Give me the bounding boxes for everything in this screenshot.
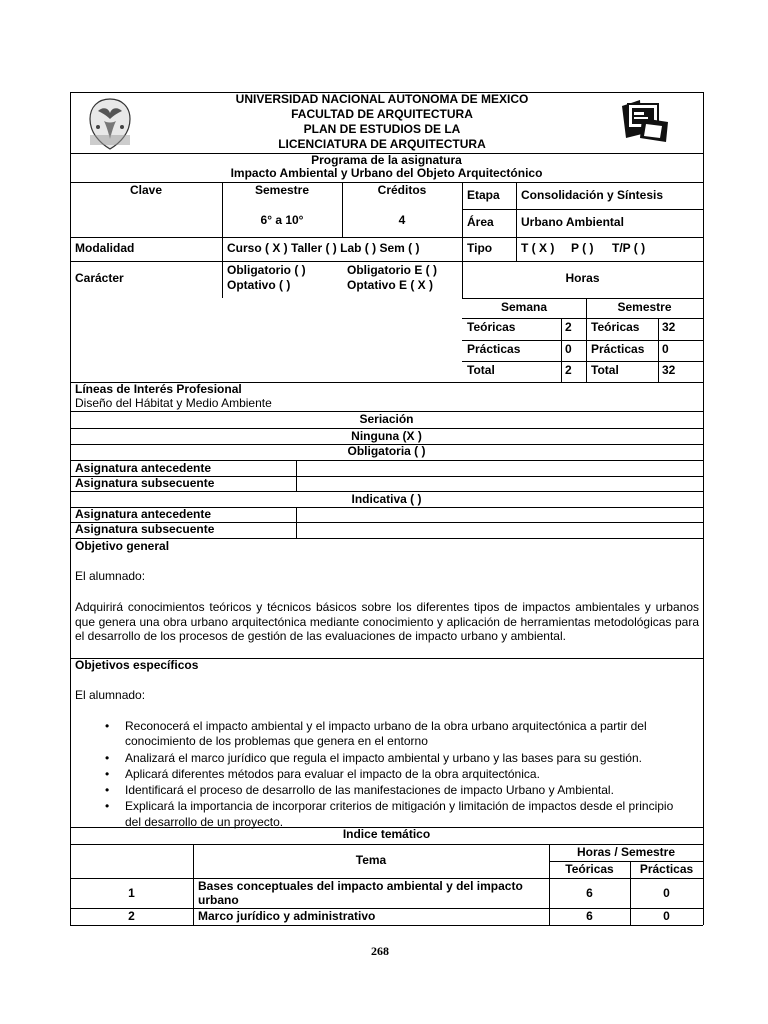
caracter-label: Carácter — [75, 271, 124, 285]
objetivo-general-label: Objetivo general — [75, 539, 170, 553]
course-name: Impacto Ambiental y Urbano del Objeto Arquitectónico — [230, 166, 543, 180]
creditos-label: Créditos — [377, 183, 427, 197]
degree-title: LICENCIATURA DE ARQUITECTURA — [278, 137, 486, 151]
hours-row-label2: Teóricas — [591, 320, 640, 334]
semestre-hours-label: Semestre — [617, 300, 672, 314]
etapa-value: Consolidación y Síntesis — [521, 188, 664, 202]
hours-row-semestre: 32 — [662, 320, 676, 334]
hours-row-semana: 2 — [565, 320, 572, 334]
hours-row-label: Total — [467, 363, 495, 377]
lineas-value: Diseño del Hábitat y Medio Ambiente — [75, 396, 272, 410]
list-item: • Explicará la importancia de incorporar criterios de mitigación y limitación de impactos desde el principio del desarrollo de un proyecto. — [75, 799, 675, 830]
hours-row-label2: Prácticas — [591, 342, 645, 356]
tema-title: Bases conceptuales del impacto ambiental y del impacto urbano — [198, 879, 523, 907]
seriacion-label: Seriación — [359, 412, 414, 426]
hours-row-label: Teóricas — [467, 320, 516, 334]
indice-label: Indice temático — [342, 827, 431, 841]
plan-title: PLAN DE ESTUDIOS DE LA — [303, 122, 461, 136]
optativo-e: Optativo E ( X ) — [347, 278, 434, 292]
lineas-label: Líneas de Interés Profesional — [75, 382, 242, 396]
hours-row-semana: 2 — [565, 363, 572, 377]
list-item: • Analizará el marco jurídico que regula el impacto ambiental y urbano y las bases para su gestión. — [75, 751, 675, 766]
page-number: 268 — [371, 944, 389, 958]
faculty-logo-icon — [618, 98, 672, 146]
hours-row-label: Prácticas — [467, 342, 521, 356]
hours-row-label2: Total — [591, 363, 619, 377]
objetivos-especificos-label: Objetivos específicos — [75, 658, 199, 672]
list-item: • Identificará el proceso de desarrollo de las manifestaciones de impacto Urbano y Ambiental. — [75, 783, 675, 798]
objetivos-list — [75, 719, 675, 831]
subsecuente-label: Asignatura subsecuente — [75, 522, 215, 536]
program-label: Programa de la asignatura — [311, 153, 462, 167]
tema-practicas: 0 — [663, 909, 670, 923]
tema-title: Marco jurídico y administrativo — [198, 909, 376, 923]
tipo-p: P ( ) — [571, 241, 594, 255]
antecedente-label: Asignatura antecedente — [75, 461, 212, 475]
practicas-label: Prácticas — [639, 862, 694, 876]
obligatorio: Obligatorio ( ) — [227, 263, 306, 277]
teoricas-label: Teóricas — [565, 862, 614, 876]
etapa-label: Etapa — [467, 188, 500, 202]
objetivos-especificos-intro: El alumnado: — [75, 688, 146, 702]
tipo-tp: T/P ( ) — [612, 241, 646, 255]
ninguna-label: Ninguna (X ) — [351, 429, 422, 443]
obligatoria-label: Obligatoria ( ) — [347, 444, 426, 458]
subsecuente-label: Asignatura subsecuente — [75, 476, 215, 490]
hours-row-semestre: 0 — [662, 342, 669, 356]
faculty-name: FACULTAD DE ARQUITECTURA — [291, 107, 473, 121]
optativo: Optativo ( ) — [227, 278, 291, 292]
area-value: Urbano Ambiental — [521, 215, 624, 229]
antecedente-label: Asignatura antecedente — [75, 507, 212, 521]
objetivo-general-intro: El alumnado: — [75, 569, 146, 583]
list-item: • Aplicará diferentes métodos para evaluar el impacto de la obra arquitectónica. — [75, 767, 675, 782]
modalidad-value: Curso ( X ) Taller ( ) Lab ( ) Sem ( ) — [227, 241, 420, 255]
semestre-value: 6° a 10° — [260, 213, 304, 227]
horas-semestre-label: Horas / Semestre — [576, 845, 676, 859]
indicativa-label: Indicativa ( ) — [351, 492, 422, 506]
clave-label: Clave — [129, 183, 163, 197]
horas-label: Horas — [565, 271, 600, 285]
tema-label: Tema — [355, 853, 387, 867]
semestre-label: Semestre — [254, 183, 310, 197]
tema-practicas: 0 — [663, 886, 670, 900]
tema-teoricas: 6 — [586, 886, 593, 900]
tema-number: 1 — [128, 886, 135, 900]
university-name: UNIVERSIDAD NACIONAL AUTONOMA DE MEXICO — [235, 92, 529, 106]
obligatorio-e: Obligatorio E ( ) — [347, 263, 437, 277]
tema-teoricas: 6 — [586, 909, 593, 923]
tema-number: 2 — [128, 909, 135, 923]
tipo-t: T ( X ) — [521, 241, 555, 255]
unam-seal-icon — [84, 97, 136, 151]
tipo-label: Tipo — [467, 241, 493, 255]
modalidad-label: Modalidad — [75, 241, 135, 255]
hours-row-semestre: 32 — [662, 363, 676, 377]
hours-row-semana: 0 — [565, 342, 572, 356]
semana-label: Semana — [500, 300, 548, 314]
objetivo-general-text: Adquirirá conocimientos teóricos y técnicos básicos sobre los diferentes tipos de impactos ambientales y urbanos que genera una obra urbano arquitectónica mediante conocimiento y aplicación de herramientas metodológicas para el desarrollo de los procesos de gestión de las evaluaciones de impacto urbano y ambiental. — [75, 600, 699, 643]
list-item: • Reconocerá el impacto ambiental y el impacto urbano de la obra urbano arquitectónica a partir del conocimiento de los problemas que genera en el entorno — [75, 719, 675, 750]
area-label: Área — [467, 215, 494, 229]
creditos-value: 4 — [398, 213, 406, 227]
